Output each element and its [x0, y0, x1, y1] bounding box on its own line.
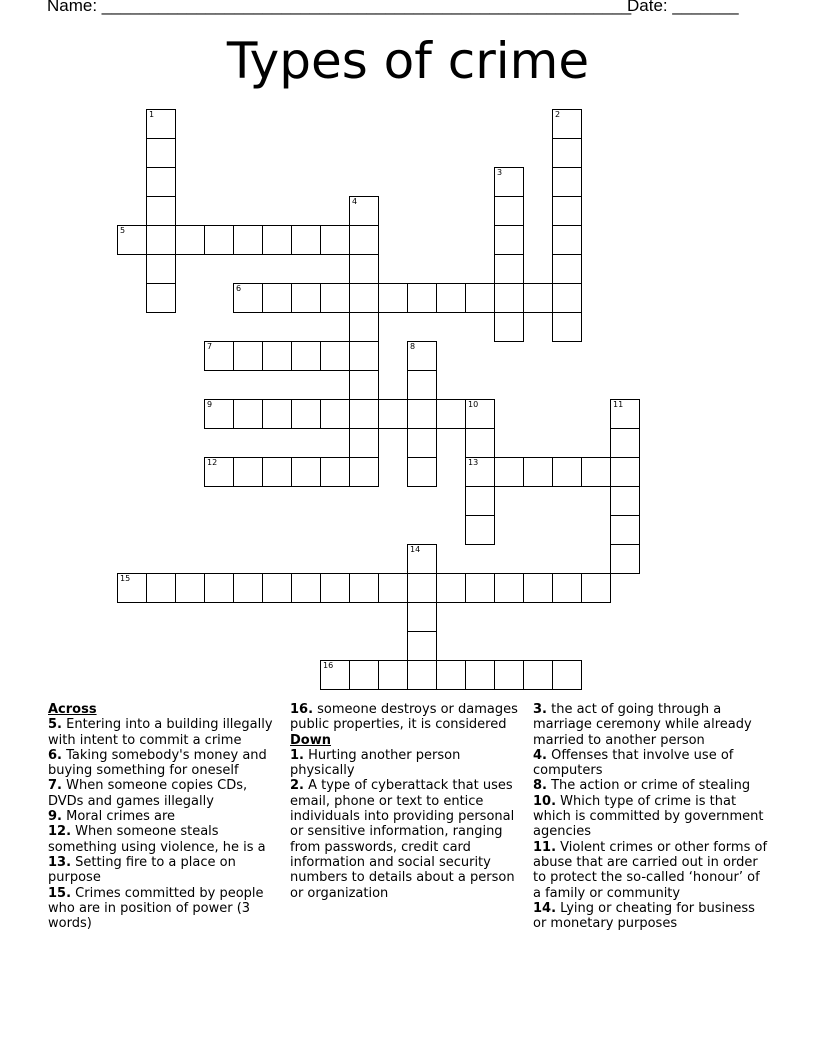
grid-cell[interactable]: [552, 457, 582, 487]
clues-column-3: [533, 702, 768, 931]
clue-item: [48, 717, 280, 748]
grid-cell[interactable]: [291, 341, 321, 371]
grid-cell[interactable]: [233, 283, 263, 313]
clue-item-text: Moral crimes are: [61, 809, 176, 825]
grid-cell[interactable]: [407, 283, 437, 313]
clue-number: 16: [323, 661, 334, 670]
grid-cell[interactable]: [349, 428, 379, 458]
clue-number: 11: [613, 400, 624, 409]
grid-cell[interactable]: [552, 196, 582, 226]
grid-cell[interactable]: [581, 573, 611, 603]
grid-cell[interactable]: [494, 196, 524, 226]
grid-cell[interactable]: [610, 457, 640, 487]
clue-item-text: someone destroys or damages public properties, it is considered: [290, 702, 518, 733]
clue-item: [290, 778, 522, 900]
clue-item-number: 11.: [533, 839, 557, 855]
grid-cell[interactable]: [204, 573, 234, 603]
page-title: Types of crime: [226, 32, 590, 90]
grid-cell[interactable]: [291, 283, 321, 313]
grid-cell[interactable]: [494, 457, 524, 487]
grid-cell[interactable]: [610, 486, 640, 516]
grid-cell[interactable]: [378, 660, 408, 690]
grid-cell[interactable]: [349, 457, 379, 487]
grid-cell[interactable]: [146, 167, 176, 197]
clue-item-number: 4.: [533, 747, 547, 763]
clue-item: [533, 778, 768, 793]
grid-cell[interactable]: [349, 283, 379, 313]
grid-cell[interactable]: [494, 254, 524, 284]
clue-item: [48, 855, 280, 886]
grid-cell[interactable]: [610, 428, 640, 458]
grid-cell[interactable]: [523, 283, 553, 313]
grid-cell[interactable]: [233, 341, 263, 371]
grid-cell[interactable]: [610, 515, 640, 545]
clue-item: [48, 778, 280, 809]
grid-cell[interactable]: [146, 225, 176, 255]
grid-cell[interactable]: [494, 573, 524, 603]
clue-item-text: the act of going through a marriage ceremony while already married to another person: [533, 702, 752, 748]
clue-item-text: Which type of crime is that which is committed by government agencies: [533, 793, 764, 840]
grid-cell[interactable]: [407, 457, 437, 487]
clue-item-text: When someone steals something using violence, he is a: [48, 824, 266, 855]
grid-cell[interactable]: [262, 283, 292, 313]
grid-cell[interactable]: [146, 196, 176, 226]
clue-number: 9: [207, 400, 213, 409]
grid-cell[interactable]: [465, 428, 495, 458]
grid-cell[interactable]: [552, 109, 582, 139]
grid-cell[interactable]: [117, 225, 147, 255]
clue-section-heading: Across: [48, 702, 97, 717]
grid-cell[interactable]: [204, 457, 234, 487]
clue-item-text: Taking somebody's money and buying something for oneself: [48, 747, 267, 779]
grid-cell[interactable]: [146, 283, 176, 313]
clue-number: 15: [120, 574, 131, 583]
clue-item-number: 10.: [533, 793, 557, 809]
clue-number: 7: [207, 342, 213, 351]
grid-cell[interactable]: [349, 225, 379, 255]
grid-cell[interactable]: [262, 457, 292, 487]
grid-cell[interactable]: [262, 341, 292, 371]
clues-column-1: [48, 702, 280, 931]
grid-cell[interactable]: [465, 399, 495, 429]
clue-item-number: 6.: [48, 747, 62, 763]
clue-number: 8: [410, 342, 416, 351]
grid-cell[interactable]: [233, 399, 263, 429]
clue-item-text: Crimes committed by people who are in position of power (3 words): [48, 885, 264, 932]
grid-cell[interactable]: [349, 312, 379, 342]
clue-item-number: 1.: [290, 747, 304, 763]
grid-cell[interactable]: [146, 109, 176, 139]
grid-cell[interactable]: [523, 660, 553, 690]
grid-cell[interactable]: [523, 457, 553, 487]
grid-cell[interactable]: [610, 399, 640, 429]
clue-number: 4: [352, 197, 358, 206]
grid-cell[interactable]: [320, 573, 350, 603]
grid-cell[interactable]: [552, 138, 582, 168]
grid-cell[interactable]: [494, 167, 524, 197]
grid-cell[interactable]: [320, 283, 350, 313]
clue-item-number: 5.: [48, 717, 62, 733]
grid-cell[interactable]: [465, 573, 495, 603]
clue-item: [533, 702, 768, 748]
grid-cell[interactable]: [349, 573, 379, 603]
clue-number: 12: [207, 458, 218, 467]
clue-item-number: 9.: [48, 809, 62, 825]
grid-cell[interactable]: [349, 399, 379, 429]
grid-cell[interactable]: [552, 254, 582, 284]
grid-cell[interactable]: [494, 225, 524, 255]
grid-cell[interactable]: [204, 399, 234, 429]
clue-item: [290, 748, 522, 779]
grid-cell[interactable]: [494, 660, 524, 690]
clue-number: 13: [468, 458, 479, 467]
grid-cell[interactable]: [465, 515, 495, 545]
grid-cell[interactable]: [146, 138, 176, 168]
clue-item-text: Lying or cheating for business or monetary purposes: [533, 900, 755, 932]
grid-cell[interactable]: [407, 544, 437, 574]
grid-cell[interactable]: [262, 573, 292, 603]
grid-cell[interactable]: [117, 573, 147, 603]
clue-number: 5: [120, 226, 126, 235]
grid-cell[interactable]: [581, 457, 611, 487]
clue-item: [533, 901, 768, 932]
clue-item: [533, 840, 768, 901]
grid-cell[interactable]: [378, 399, 408, 429]
name-field: Name: ________________________________________________________: [47, 0, 632, 15]
grid-cell[interactable]: [320, 399, 350, 429]
grid-cell[interactable]: [291, 399, 321, 429]
clue-number: 1: [149, 110, 155, 119]
grid-cell[interactable]: [349, 660, 379, 690]
grid-cell[interactable]: [262, 225, 292, 255]
grid-cell[interactable]: [610, 544, 640, 574]
grid-cell[interactable]: [320, 457, 350, 487]
clue-item-number: 12.: [48, 824, 72, 840]
grid-cell[interactable]: [233, 225, 263, 255]
grid-cell[interactable]: [349, 254, 379, 284]
grid-cell[interactable]: [552, 660, 582, 690]
grid-cell[interactable]: [291, 225, 321, 255]
clue-item: [48, 824, 280, 855]
clue-number: 14: [410, 545, 421, 554]
grid-cell[interactable]: [320, 660, 350, 690]
clue-item: [533, 794, 768, 840]
grid-cell[interactable]: [494, 312, 524, 342]
grid-cell[interactable]: [146, 573, 176, 603]
grid-cell[interactable]: [204, 341, 234, 371]
clue-item: [290, 702, 522, 733]
grid-cell[interactable]: [407, 631, 437, 661]
grid-cell[interactable]: [465, 283, 495, 313]
grid-cell[interactable]: [465, 660, 495, 690]
grid-cell[interactable]: [262, 399, 292, 429]
grid-cell[interactable]: [146, 254, 176, 284]
clue-item-text: A type of cyberattack that uses email, phone or text to entice individuals into providing personal or sensitive information, ranging from passwords, credit card information and social security numbers to details about a person or organization: [290, 778, 515, 901]
grid-cell[interactable]: [465, 486, 495, 516]
grid-cell[interactable]: [233, 573, 263, 603]
grid-cell[interactable]: [349, 196, 379, 226]
date-field: Date: _______: [627, 0, 739, 15]
grid-cell[interactable]: [407, 370, 437, 400]
clue-item-number: 13.: [48, 854, 72, 870]
clue-section-heading: Down: [290, 732, 331, 748]
grid-cell[interactable]: [552, 312, 582, 342]
clue-item-text: Setting fire to a place on purpose: [48, 854, 236, 886]
clue-item: [48, 748, 280, 779]
clue-number: 3: [497, 168, 503, 177]
grid-cell[interactable]: [291, 457, 321, 487]
clue-item-number: 3.: [533, 702, 547, 717]
grid-cell[interactable]: [552, 225, 582, 255]
clue-item: [533, 748, 768, 779]
clue-item: [48, 886, 280, 932]
grid-cell[interactable]: [552, 283, 582, 313]
clue-item-text: Offenses that involve use of computers: [533, 747, 734, 779]
grid-cell[interactable]: [204, 225, 234, 255]
grid-cell[interactable]: [407, 602, 437, 632]
grid-cell[interactable]: [552, 167, 582, 197]
clue-item-text: The action or crime of stealing: [546, 778, 751, 794]
grid-cell[interactable]: [523, 573, 553, 603]
grid-cell[interactable]: [291, 573, 321, 603]
grid-cell[interactable]: [378, 283, 408, 313]
grid-cell[interactable]: [407, 399, 437, 429]
clue-item: [48, 809, 280, 824]
grid-cell[interactable]: [407, 428, 437, 458]
clue-item-number: 15.: [48, 885, 72, 901]
grid-cell[interactable]: [465, 457, 495, 487]
grid-cell[interactable]: [436, 399, 466, 429]
grid-cell[interactable]: [349, 370, 379, 400]
clue-number: 2: [555, 110, 561, 119]
clue-item-number: 14.: [533, 900, 557, 916]
grid-cell[interactable]: [175, 573, 205, 603]
clues-column-2: [290, 702, 522, 901]
grid-cell[interactable]: [233, 457, 263, 487]
clue-item-text: Entering into a building illegally with intent to commit a crime: [48, 717, 273, 748]
grid-cell[interactable]: [552, 573, 582, 603]
clue-item-text: Violent crimes or other forms of abuse that are carried out in order to protect the so-called ‘honour’ of a family or community: [533, 839, 768, 901]
grid-cell[interactable]: [378, 573, 408, 603]
grid-cell[interactable]: [175, 225, 205, 255]
grid-cell[interactable]: [407, 573, 437, 603]
grid-cell[interactable]: [436, 573, 466, 603]
grid-cell[interactable]: [494, 283, 524, 313]
grid-cell[interactable]: [407, 341, 437, 371]
clue-number: 10: [468, 400, 479, 409]
grid-cell[interactable]: [407, 660, 437, 690]
grid-cell[interactable]: [320, 225, 350, 255]
grid-cell[interactable]: [349, 341, 379, 371]
clue-item-number: 7.: [48, 778, 62, 794]
clue-number: 6: [236, 284, 242, 293]
clue-item-number: 2.: [290, 778, 304, 794]
clue-item-number: 8.: [533, 778, 547, 794]
grid-cell[interactable]: [320, 341, 350, 371]
grid-cell[interactable]: [436, 660, 466, 690]
clue-item-text: When someone copies CDs, DVDs and games illegally: [48, 778, 248, 809]
clue-item-number: 16.: [290, 702, 314, 717]
clue-item-text: Hurting another person physically: [290, 747, 461, 779]
grid-cell[interactable]: [436, 283, 466, 313]
